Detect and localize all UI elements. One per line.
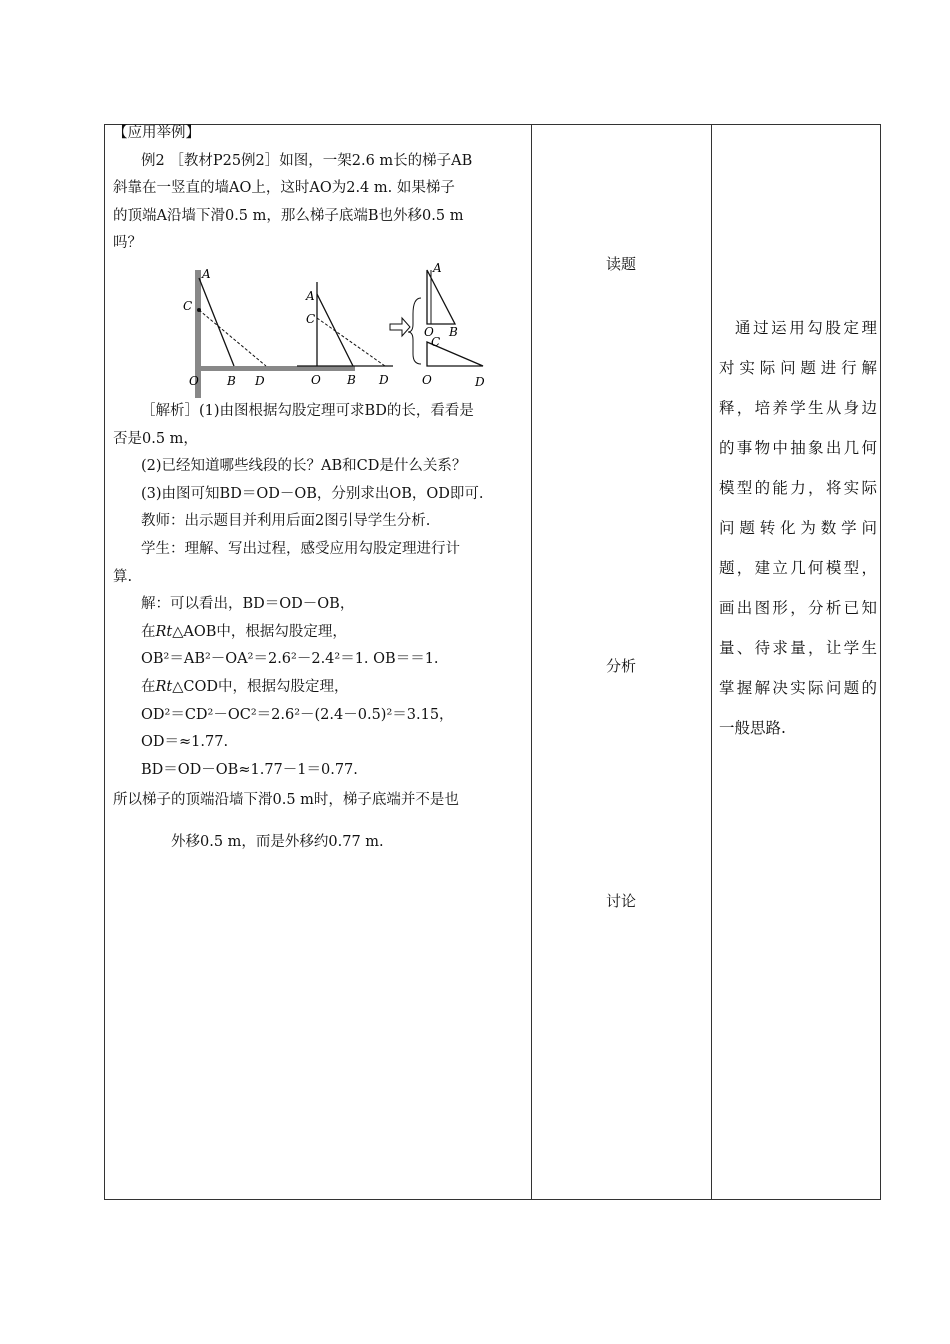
column-divider-2 (711, 125, 712, 1199)
lesson-table (104, 124, 881, 1200)
solution-equation: OB²＝AB²－OA²＝2.6²－2.4²＝1. OB＝＝1. (141, 651, 439, 668)
label-b: B (449, 324, 458, 339)
intent-line: 画出图形，分析已知 (719, 599, 877, 617)
problem-line: 斜靠在一竖直的墙AO上，这时AO为2.4 m. 如果梯子 (113, 180, 455, 197)
ladder-moved-line (199, 310, 266, 366)
label-c: C (306, 311, 316, 326)
solution-equation: BD＝OD－OB≈1.77－1＝0.77. (141, 761, 358, 778)
activity-discuss: 讨论 (605, 892, 636, 910)
figure-triangles (408, 261, 485, 389)
label-o: O (189, 373, 199, 388)
ladder-line (199, 278, 234, 366)
analysis-line: (2)已经知道哪些线段的长？AB和CD是什么关系？ (141, 458, 467, 475)
conclusion-line: 所以梯子的顶端沿墙下滑0.5 m时，梯子底端并不是也 (113, 792, 459, 809)
student-line: 学生：理解、写出过程，感受应用勾股定理进行计 (141, 540, 460, 557)
example-column (113, 125, 523, 856)
analysis-line: ［解析］(1)由图根据勾股定理可求BD的长，看看是 (141, 402, 474, 419)
solution-line: 解：可以看出，BD＝OD－OB， (141, 596, 355, 613)
design-intent-column (719, 308, 877, 748)
arrow-icon (390, 318, 410, 336)
intent-line: 释，培养学生从身边 (719, 399, 877, 417)
ladder-figures (113, 258, 523, 398)
label-o: O (422, 372, 432, 387)
activity-analyze: 分析 (605, 657, 636, 675)
label-a: A (202, 266, 211, 281)
point-c (197, 308, 201, 312)
intent-line: 的事物中抽象出几何 (719, 439, 877, 457)
brace (408, 298, 421, 364)
label-o: O (424, 324, 434, 339)
problem-line: 的顶端A沿墙下滑0.5 m，那么梯子底端B也外移0.5 m (113, 207, 464, 224)
solution-line: 在Rt△AOB中，根据勾股定理， (141, 623, 347, 640)
label-o: O (311, 372, 321, 387)
problem-line: 例2 ［教材P25例2］如图，一架2.6 m长的梯子AB (141, 152, 473, 169)
intent-line: 问题转化为数学问 (719, 519, 877, 537)
intent-line: 一般思路. (719, 719, 786, 737)
intent-line: 掌握解决实际问题的 (719, 679, 877, 697)
activity-read: 读题 (605, 255, 636, 273)
label-a: A (306, 288, 315, 303)
figure-ladder-simplified (297, 282, 393, 387)
solution-equation: OD＝≈1.77. (141, 734, 229, 751)
ground (195, 366, 355, 371)
label-b: B (227, 373, 236, 388)
label-d: D (379, 372, 389, 387)
problem-line: 吗？ (113, 235, 142, 252)
label-b: B (347, 372, 356, 387)
label-d: D (255, 373, 265, 388)
label-a: A (433, 260, 442, 275)
figure-ladder-wall (183, 267, 355, 398)
ladder-line (317, 294, 353, 366)
intent-line: 模型的能力，将实际 (719, 479, 877, 497)
student-line: 算. (113, 568, 133, 585)
analysis-line: 否是0.5 m， (113, 430, 198, 447)
section-heading: 【应用举例】 (113, 125, 200, 141)
solution-equation: OD²＝CD²－OC²＝2.6²－(2.4－0.5)²＝3.15， (141, 706, 454, 723)
solution-line: 在Rt△COD中，根据勾股定理， (141, 678, 349, 695)
conclusion-line: 外移0.5 m，而是外移约0.77 m. (171, 833, 384, 850)
ladder-moved-line (317, 318, 385, 366)
analysis-line: (3)由图可知BD＝OD－OB，分别求出OB，OD即可. (141, 485, 484, 502)
teacher-line: 教师：出示题目并利用后面2图引导学生分析. (141, 513, 431, 530)
intent-line: 通过运用勾股定理 (735, 319, 877, 337)
column-divider-1 (531, 125, 532, 1199)
label-c: C (183, 298, 193, 313)
intent-line: 对实际问题进行解 (719, 359, 877, 377)
intent-line: 题，建立几何模型， (719, 559, 877, 577)
label-d: D (475, 374, 485, 389)
label-c: C (431, 334, 441, 349)
intent-line: 量、待求量，让学生 (719, 639, 877, 657)
